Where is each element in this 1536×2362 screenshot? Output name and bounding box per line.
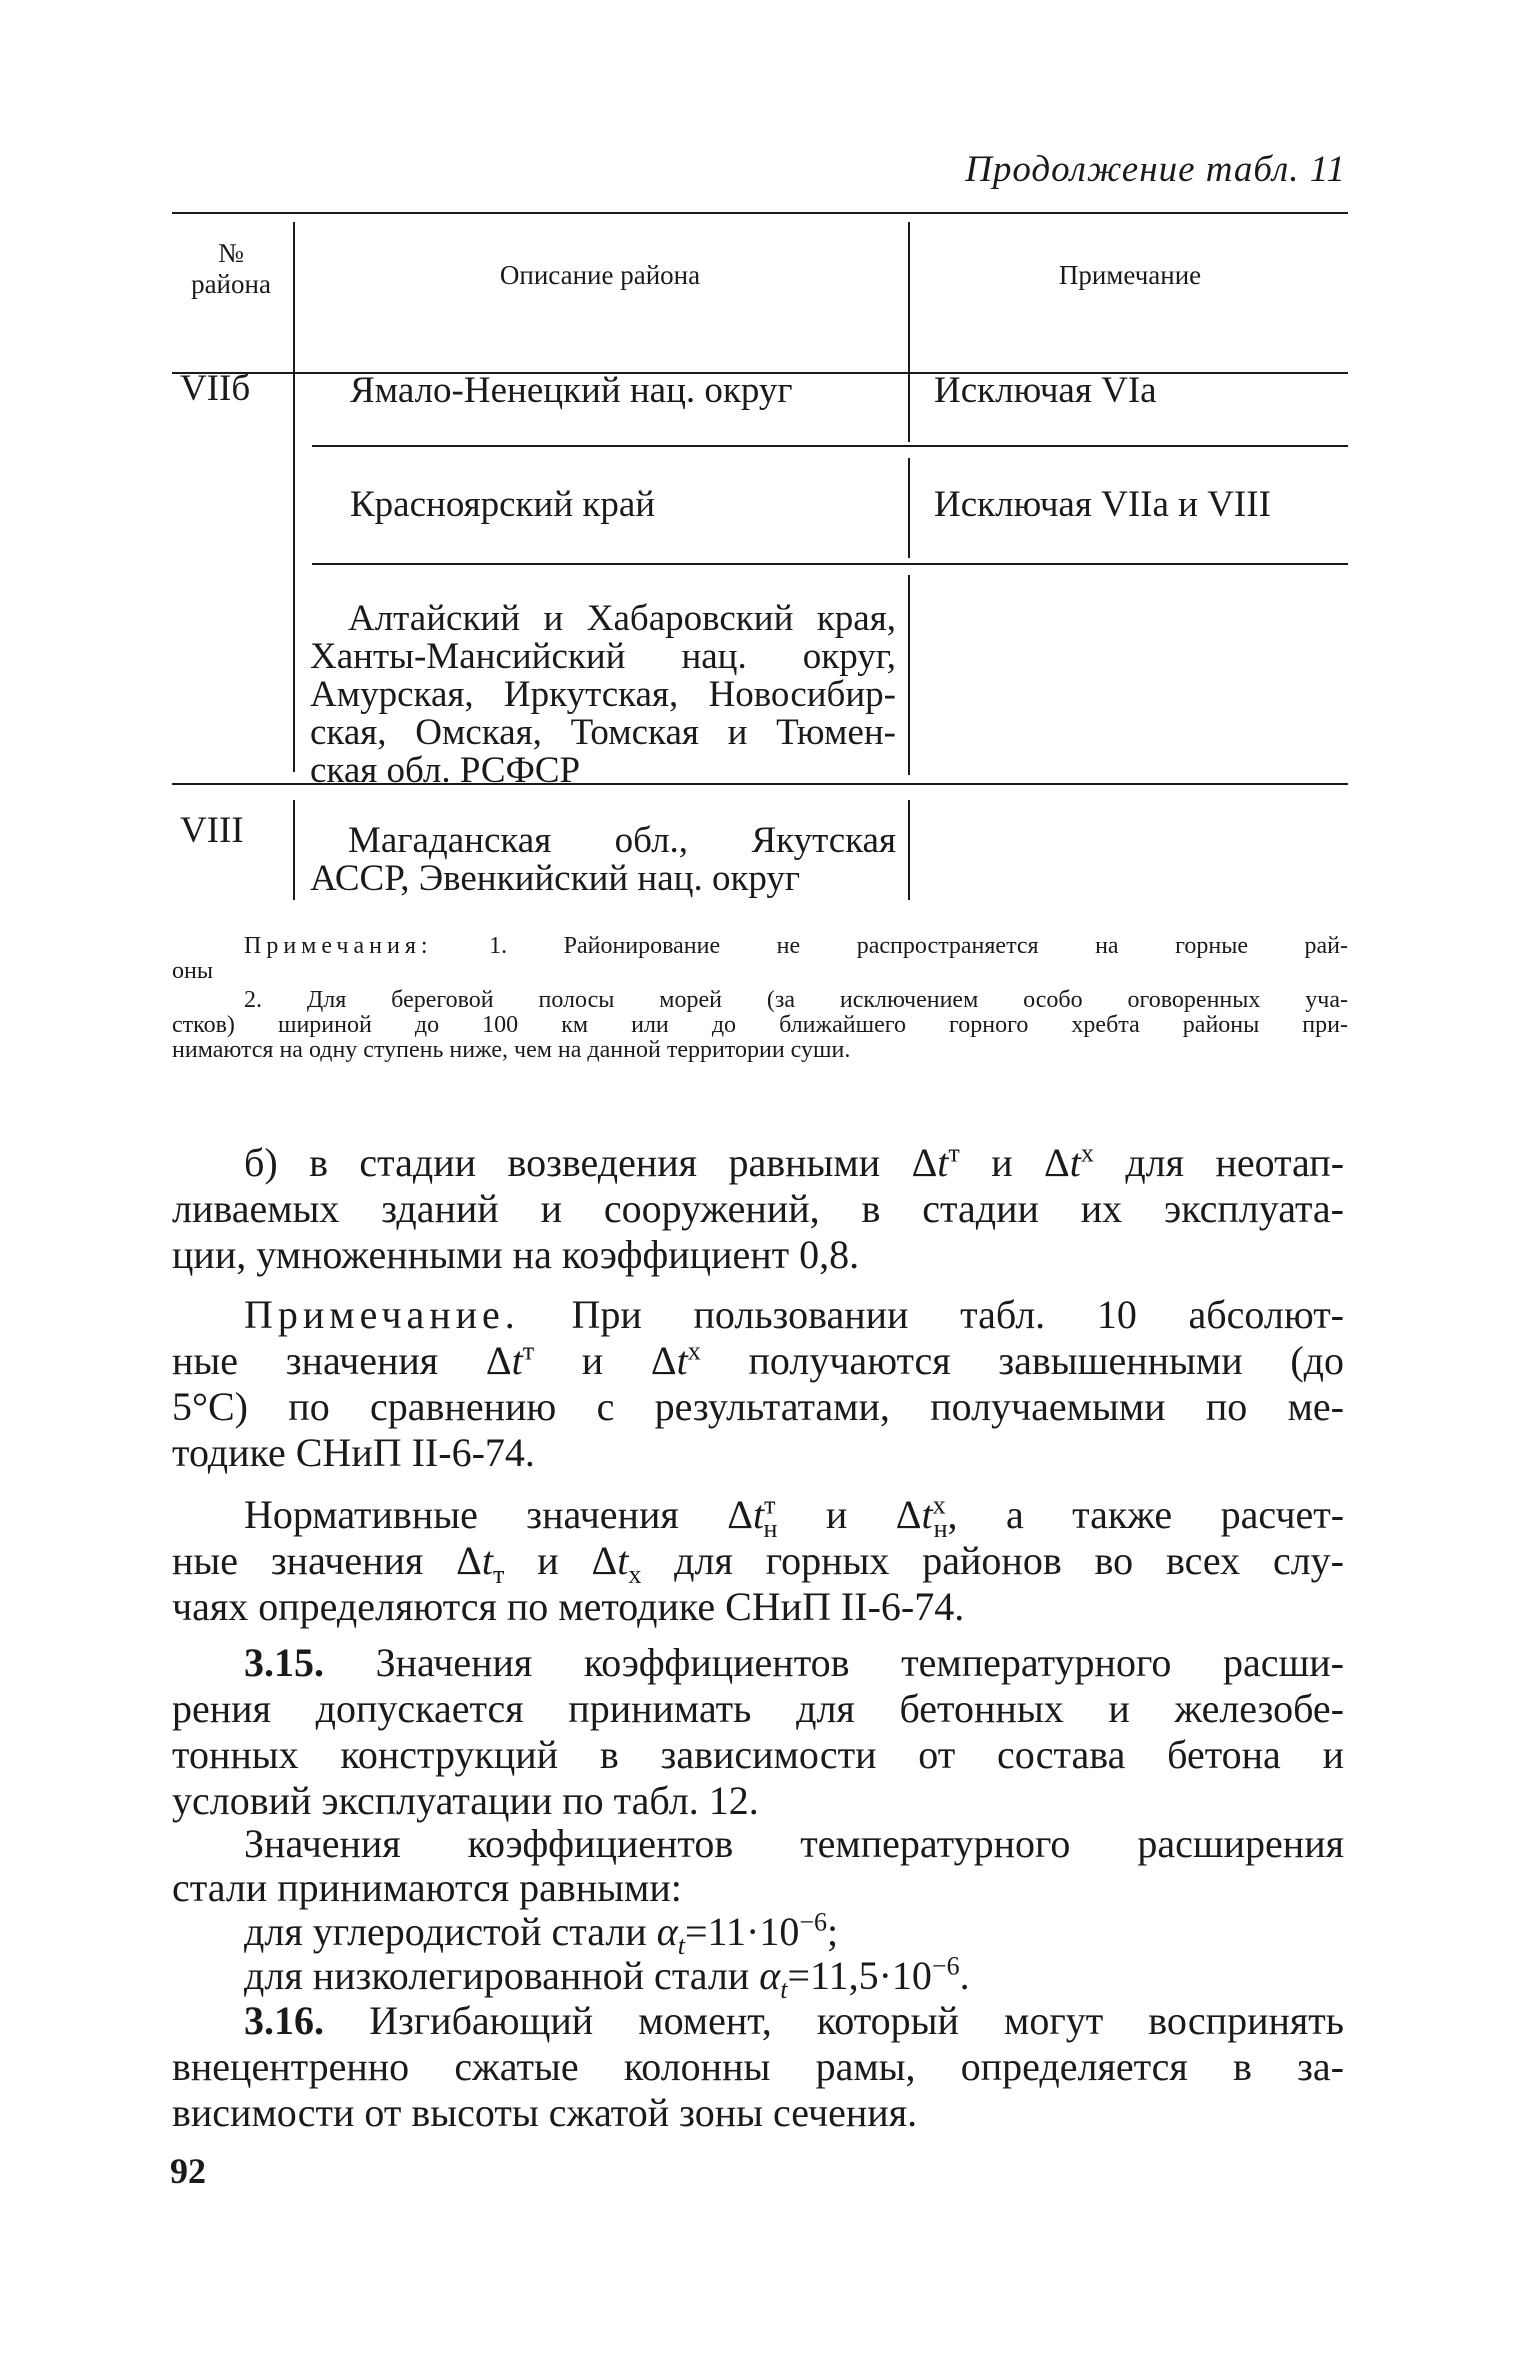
p2-line4: тодике СНиП II-6-74. [172, 1430, 535, 1475]
paragraph-3-16 [172, 1998, 1344, 2136]
sup-x: х [687, 1336, 701, 1366]
sub-t: т [493, 1560, 505, 1589]
col-divider-2c [908, 575, 910, 775]
section-number: 3.15. [244, 1640, 324, 1685]
note2-line: нимаются на одну ступень ниже, чем на данной территории суши. [172, 1037, 851, 1063]
row3-line: ская обл. РСФСР [310, 750, 581, 791]
delta-sym: Δ [727, 1492, 753, 1537]
p5-line2: стали принимаются равными: [172, 1865, 682, 1910]
p5-line3 [172, 1907, 1344, 1960]
row-rule-2 [312, 563, 1348, 565]
row4-line: Магаданская обл., Якутская [348, 820, 896, 861]
p6-line2: внецентренно сжатые колонны рамы, определяется в за- [172, 2044, 1344, 2089]
t-sym: t [511, 1338, 523, 1383]
sub-n: н [933, 1514, 948, 1543]
row3-line: Алтайский и Хабаровский края, [348, 598, 896, 639]
paragraph-1 [172, 1140, 1344, 1278]
formula-dt-n-x [895, 1490, 948, 1543]
paragraph-2 [172, 1292, 1344, 1476]
table-note-2 [172, 988, 1348, 1063]
p1-text: б) в стадии возведения равными [244, 1140, 912, 1185]
delta-sym: Δ [911, 1140, 938, 1185]
sub-t-alpha: t [780, 1975, 788, 2004]
paragraph-steel [172, 1821, 1344, 2004]
delta-sym: Δ [591, 1538, 618, 1583]
t-sym: t [921, 1492, 933, 1537]
delta-sym: Δ [895, 1492, 922, 1537]
p2-line2 [172, 1338, 1344, 1384]
sup-x: х [932, 1490, 946, 1520]
row2-note: Исключая VIIа и VIII [934, 484, 1271, 525]
t-sym: t [1069, 1140, 1081, 1185]
delta-sym: Δ [1044, 1140, 1070, 1185]
row2-description: Красноярский край [350, 484, 656, 525]
p5-text: для низколегированной стали [244, 1953, 760, 1998]
col-divider-2d [908, 800, 910, 900]
col-divider-2 [908, 222, 910, 442]
row3-line: Ханты-Мансийский нац. округ, [310, 636, 896, 677]
row3-description [310, 600, 896, 790]
row4-line: АССР, Эвенкийский нац. округ [310, 858, 801, 899]
p3-text: и [504, 1538, 592, 1583]
p2-label: Примечание. [244, 1292, 520, 1337]
table-top-rule [172, 212, 1348, 214]
sub-x: х [628, 1560, 642, 1589]
p4-text: Значения коэффициентов температурного расши- [324, 1640, 1344, 1685]
col-divider-2b [908, 458, 910, 558]
formula-dt-xsub [591, 1538, 642, 1589]
p2-text: получаются завышенными (до [700, 1338, 1345, 1383]
formula-dt-x [651, 1338, 701, 1383]
delta-sym: Δ [485, 1338, 512, 1383]
p1-line3: ции, умноженными на коэффициент 0,8. [172, 1232, 860, 1277]
sup-t: т [948, 1138, 960, 1168]
p3-text: и [777, 1492, 896, 1537]
p5-text: для углеродистой стали [244, 1909, 657, 1954]
p5-line1: Значения коэффициентов температурного расширения [244, 1821, 1344, 1866]
p3-line2 [172, 1538, 1345, 1589]
t-sym: t [481, 1538, 494, 1583]
t-sym: t [937, 1140, 949, 1185]
exponent: −6 [799, 1907, 828, 1937]
p4-line4: условий эксплуатации по табл. 12. [172, 1778, 759, 1823]
p1-line1 [172, 1140, 1344, 1186]
p4-line2: рения допускается принимать для бетонных и железобе- [172, 1686, 1344, 1731]
notes-label: Примечания: [244, 933, 433, 959]
section-number: 3.16. [244, 1998, 324, 2043]
p6-line1 [172, 1998, 1344, 2044]
p5-text: =11,5·10 [787, 1953, 932, 1998]
col-header-district [172, 238, 290, 300]
t-sym: t [676, 1338, 688, 1383]
row3-line: ская, Омская, Томская и Тюмен- [310, 712, 896, 753]
sub-n: н [763, 1514, 778, 1543]
row4-district: VIII [180, 810, 244, 851]
sub-t-alpha: t [677, 1931, 685, 1960]
formula-dt-t [912, 1140, 960, 1185]
paragraph-3 [172, 1492, 1344, 1630]
row1-note: Исключая VIа [934, 370, 1157, 411]
table-notes [244, 934, 1348, 959]
col-header-district-text: № района [191, 238, 271, 300]
sup-x: х [1080, 1138, 1094, 1168]
sup-t: т [522, 1336, 535, 1366]
p5-text: =11·10 [684, 1909, 800, 1954]
p2-line1 [172, 1292, 1344, 1338]
formula-dt-n-t [727, 1490, 778, 1543]
p5-text: ; [827, 1909, 839, 1954]
t-sym: t [617, 1538, 629, 1583]
row4-description [310, 822, 896, 898]
p2-text: ные значения [172, 1338, 486, 1383]
exponent: −6 [931, 1951, 960, 1981]
p3-text: Нормативные значения [244, 1492, 728, 1537]
p6-text: Изгибающий момент, который могут воспринять [324, 1998, 1344, 2043]
formula-dt-tsub [456, 1538, 505, 1589]
row1-district: VIIб [180, 368, 251, 409]
note1-cont: оны [172, 958, 213, 984]
row1-description: Ямало-Ненецкий нац. округ [350, 370, 793, 411]
col-header-description: Описание района [499, 260, 701, 290]
t-sym: t [752, 1492, 765, 1537]
p1-line2: ливаемых зданий и сооружений, в стадии их эксплуата- [172, 1186, 1344, 1231]
p3-line1 [172, 1490, 1345, 1543]
note1-line [244, 934, 1348, 959]
p5-text: . [959, 1953, 970, 1998]
continuation-title: Продолжение табл. 11 [965, 149, 1346, 190]
p3-text: , а также расчет- [947, 1492, 1345, 1537]
delta-sym: Δ [650, 1338, 677, 1383]
col-header-note: Примечание [1058, 260, 1202, 290]
p2-text: и [534, 1338, 651, 1383]
note2-line: стков) шириной до 100 км или до ближайшего горного хребта районы при- [172, 1012, 1348, 1038]
delta-sym: Δ [456, 1538, 482, 1583]
sup-t: т [764, 1490, 776, 1520]
note2-line: 2. Для береговой полосы морей (за исключением особо оговоренных уча- [244, 987, 1348, 1013]
paragraph-3-15 [172, 1640, 1344, 1824]
p1-text: и [959, 1140, 1045, 1185]
p5-line4 [172, 1951, 1344, 2004]
formula-dt-t [486, 1338, 534, 1383]
p2-line3: 5°С) по сравнению с результатами, получаемыми по ме- [172, 1384, 1344, 1429]
p6-line3: висимости от высоты сжатой зоны сечения. [172, 2090, 918, 2135]
col-divider-1 [293, 222, 295, 772]
col-divider-1b [293, 800, 295, 900]
p3-text: для горных районов во всех слу- [641, 1538, 1345, 1583]
alpha-sym: α [759, 1953, 781, 1998]
p1-text: для неотап- [1093, 1140, 1345, 1185]
p3-line3: чаях определяются по методике СНиП II-6-74. [172, 1584, 965, 1629]
p2-text: При пользовании табл. 10 абсолют- [519, 1292, 1344, 1337]
note1-text: 1. Районирование не распространяется на горные рай- [489, 933, 1348, 959]
row3-line: Амурская, Иркутская, Новосибир- [310, 674, 896, 715]
p4-line3: тонных конструкций в зависимости от состава бетона и [172, 1732, 1344, 1777]
row-rule-1 [312, 445, 1348, 447]
p3-text: ные значения [172, 1538, 457, 1583]
alpha-sym: α [656, 1909, 678, 1954]
formula-dt-x [1044, 1140, 1094, 1185]
page-number: 92 [170, 2151, 206, 2191]
p4-line1 [172, 1640, 1344, 1686]
